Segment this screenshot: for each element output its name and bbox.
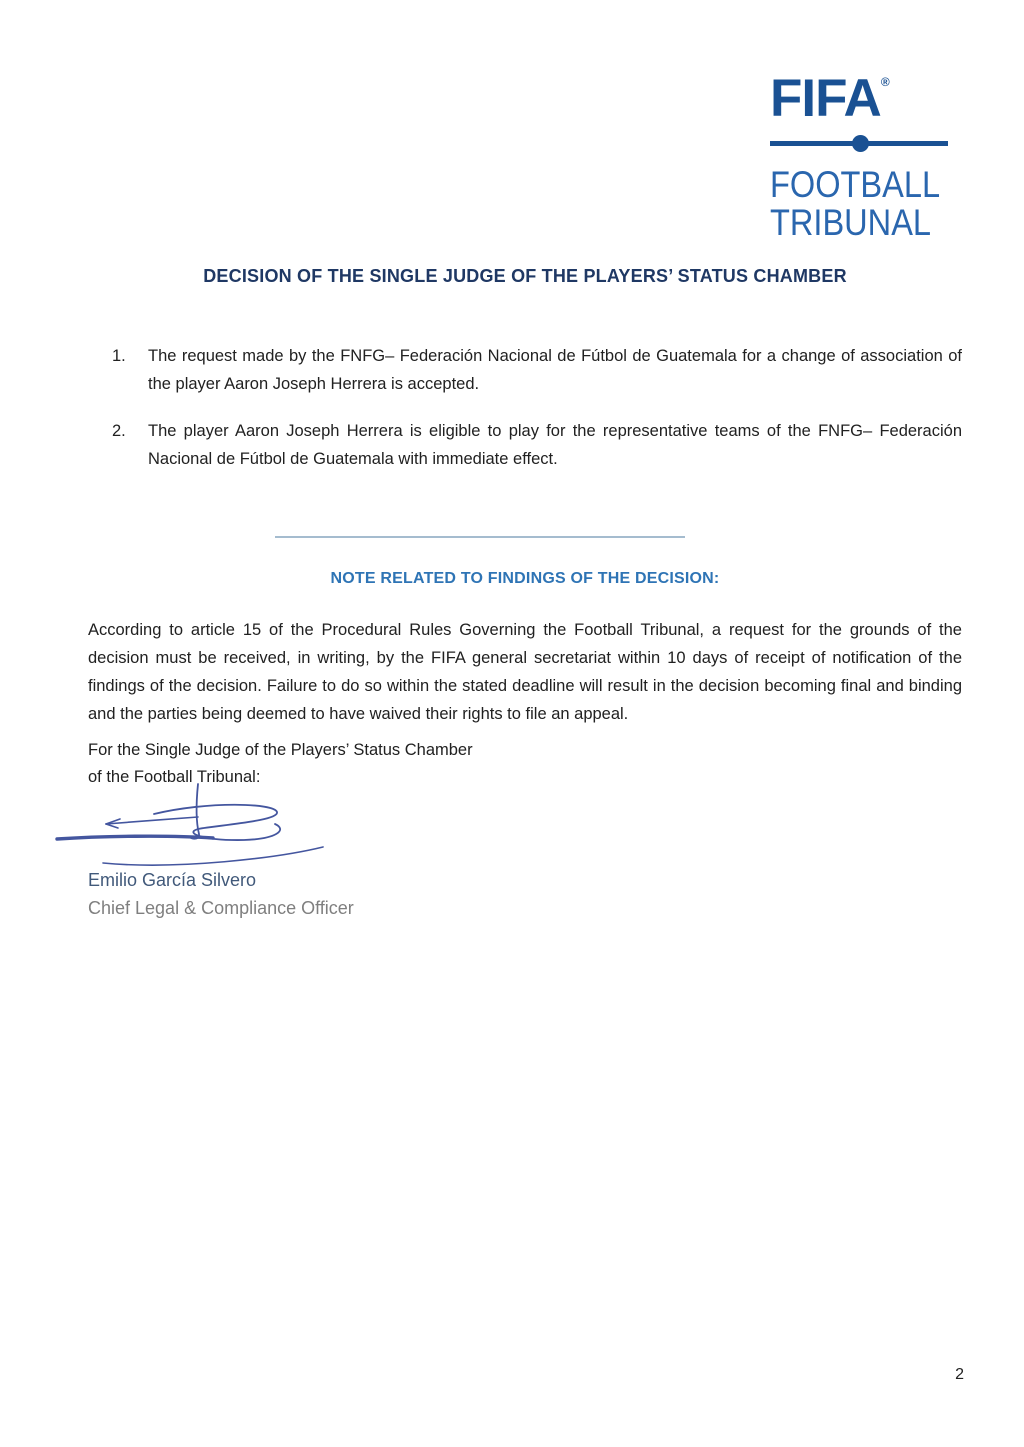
decision-item-1 [88, 342, 962, 398]
signoff-line-1: For the Single Judge of the Players’ Status Chamber [88, 741, 473, 759]
decision-item-1-text: The request made by the FNFG– Federación Nacional de Fútbol de Guatemala for a change of association of the player Aaron Joseph Herrera is accepted. [148, 347, 962, 393]
logo-divider-line [770, 141, 948, 146]
signature-image [48, 778, 348, 870]
decision-item-2-number: 2. [112, 422, 126, 440]
fifa-football-tribunal-logo [770, 56, 948, 242]
decision-item-2-text: The player Aaron Joseph Herrera is eligible to play for the representative teams of the FNFG– Federación Nacional de Fútbol de Guatemala with immediate effect. [148, 422, 962, 468]
page-number: 2 [955, 1366, 964, 1383]
logo-subtitle-tribunal: TRIBUNAL [770, 202, 932, 243]
note-heading: NOTE RELATED TO FINDINGS OF THE DECISION: [330, 570, 720, 587]
decision-item-1-number: 1. [112, 347, 126, 365]
section-divider-line [275, 536, 685, 538]
registered-trademark-icon: ® [880, 75, 890, 89]
logo-dot-icon [852, 135, 869, 152]
note-body-paragraph: According to article 15 of the Procedural Rules Governing the Football Tribunal, a request for the grounds of the decision must be received, in writing, by the FIFA general secretariat within 10 days of receipt of notification of the findings of the decision. Failure to do so within the stated deadline will result in the decision becoming final and binding and the parties being deemed to have waived their rights to file an appeal. [88, 621, 962, 723]
document-title: DECISION OF THE SINGLE JUDGE OF THE PLAYERS’ STATUS CHAMBER [203, 266, 847, 286]
logo-subtitle-football: FOOTBALL [770, 164, 941, 205]
signer-name: Emilio García Silvero [88, 870, 257, 890]
decision-item-2 [88, 417, 962, 473]
fifa-wordmark-text: FIFA [770, 69, 881, 128]
signer-role: Chief Legal & Compliance Officer [88, 898, 354, 918]
signoff-line-2: of the Football Tribunal: [88, 768, 261, 786]
fifa-wordmark [770, 56, 948, 128]
